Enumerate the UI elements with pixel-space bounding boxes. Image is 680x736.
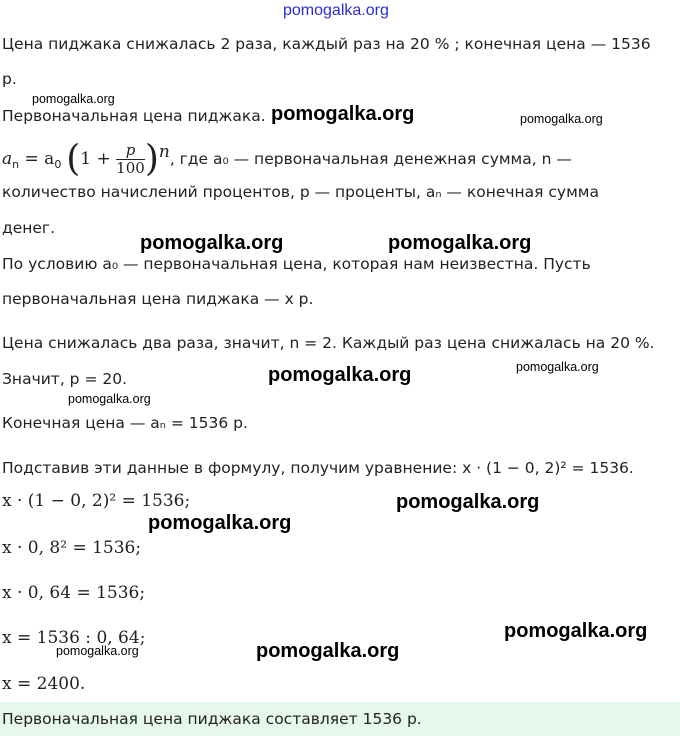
text-line-2: Первоначальная цена пиджака. bbox=[2, 107, 266, 125]
answer-text: Первоначальная цена пиджака составляет 1536 р. bbox=[2, 710, 422, 728]
watermark: pomogalka.org bbox=[148, 512, 292, 534]
formula-fraction: $\frac{p}{100}$ bbox=[116, 141, 145, 177]
watermark: pomogalka.org bbox=[56, 644, 139, 658]
watermark: pomogalka.org bbox=[32, 92, 115, 106]
equation-line-4: x = 1536 : 0, 64; bbox=[2, 628, 146, 648]
text-line-5: денег. bbox=[2, 219, 55, 237]
text-line-6: По условию a₀ — первоначальная цена, которая нам неизвестна. Пусть bbox=[2, 255, 591, 273]
watermark: pomogalka.org bbox=[504, 620, 648, 642]
formula-an: a bbox=[2, 149, 13, 169]
watermark: pomogalka.org bbox=[271, 103, 415, 125]
equation-line-2: x · 0, 8² = 1536; bbox=[2, 538, 142, 558]
equation-line-1: x · (1 − 0, 2)² = 1536; bbox=[2, 491, 191, 511]
watermark: pomogalka.org bbox=[268, 364, 412, 386]
text-line-1b: р. bbox=[2, 70, 17, 88]
watermark: pomogalka.org bbox=[140, 232, 284, 254]
watermark: pomogalka.org bbox=[396, 491, 540, 513]
formula-rest: , где a₀ — первоначальная денежная сумма, n — bbox=[169, 150, 572, 168]
text-line-8: Цена снижалась два раза, значит, n = 2. Каждый раз цена снижалась на 20 %. bbox=[2, 334, 655, 352]
watermark: pomogalka.org bbox=[388, 232, 532, 254]
formula-line: $a_n = a_0$ (1 + $\frac{p}{100}$ )$^n$, где a₀ — первоначальная денежная сумма, n — bbox=[2, 138, 572, 180]
text-line-10: Конечная цена — aₙ = 1536 р. bbox=[2, 414, 248, 432]
answer-box bbox=[0, 702, 680, 736]
formula-eq: = a bbox=[19, 149, 55, 169]
watermark: pomogalka.org bbox=[520, 112, 603, 126]
watermark-top: pomogalka.org bbox=[283, 2, 389, 19]
text-line-9: Значит, p = 20. bbox=[2, 370, 128, 388]
equation-line-5: x = 2400. bbox=[2, 674, 86, 694]
text-line-1: Цена пиджака снижалась 2 раза, каждый раз на 20 % ; конечная цена — 1536 bbox=[2, 35, 651, 53]
watermark: pomogalka.org bbox=[256, 640, 400, 662]
formula-one: 1 + bbox=[80, 149, 117, 169]
formula-exponent: n bbox=[158, 142, 170, 162]
text-line-7: первоначальная цена пиджака — x р. bbox=[2, 290, 314, 308]
watermark: pomogalka.org bbox=[516, 360, 599, 374]
text-line-11: Подставив эти данные в формулу, получим уравнение: x · (1 − 0, 2)² = 1536. bbox=[2, 459, 634, 477]
text-line-4: количество начислений процентов, p — проценты, aₙ — конечная сумма bbox=[2, 183, 599, 201]
watermark: pomogalka.org bbox=[68, 392, 151, 406]
equation-line-3: x · 0, 64 = 1536; bbox=[2, 583, 146, 603]
